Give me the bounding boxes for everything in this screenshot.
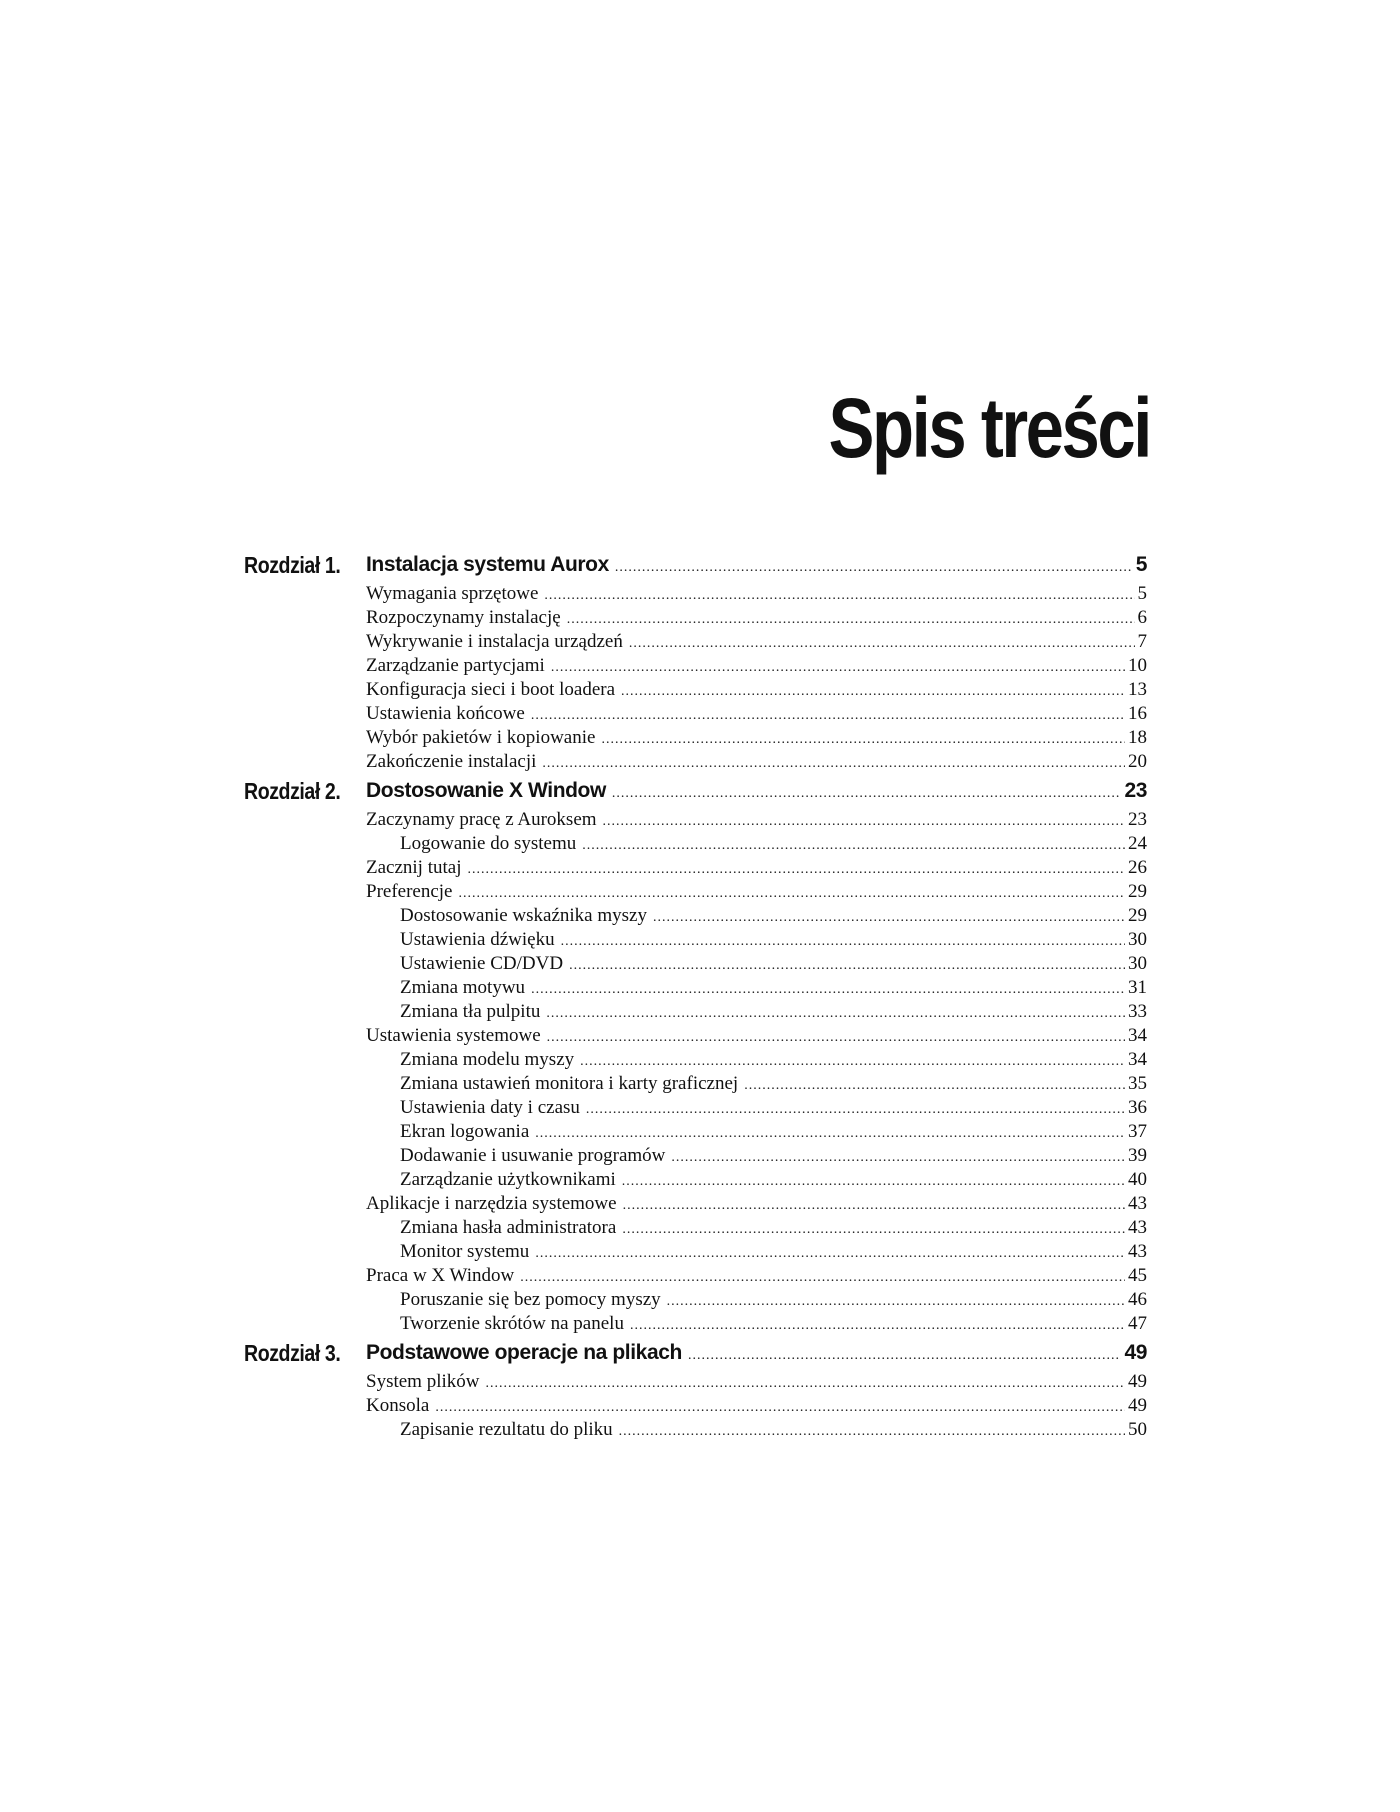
toc-subsection-entry — [400, 1288, 1147, 1312]
entry-label: Aplikacje i narzędzia systemowe — [366, 1193, 617, 1214]
chapter-page-number: 49 — [1124, 1341, 1147, 1364]
dot-leader — [520, 1266, 1125, 1290]
entry-page-number: 26 — [1128, 857, 1147, 878]
dot-leader — [622, 1218, 1125, 1242]
chapter-title-line — [366, 548, 1147, 582]
dot-leader — [667, 1290, 1125, 1314]
dot-leader — [561, 930, 1125, 954]
entry-page-number: 29 — [1128, 881, 1147, 902]
chapter-title-line — [366, 1336, 1147, 1370]
dot-leader — [567, 608, 1135, 632]
dot-leader — [546, 1002, 1125, 1026]
dot-leader — [630, 1314, 1125, 1338]
entry-label: Praca w X Window — [366, 1265, 515, 1286]
dot-leader — [569, 954, 1125, 978]
dot-leader — [544, 584, 1134, 608]
entry-label: Ustawienia daty i czasu — [400, 1097, 580, 1118]
entry-page-number: 34 — [1128, 1025, 1147, 1046]
entry-page-number: 45 — [1128, 1265, 1147, 1286]
toc-section-entry — [366, 880, 1147, 904]
entry-page-number: 23 — [1128, 809, 1147, 830]
toc-chapter-heading — [0, 774, 1400, 808]
entry-label: Konfiguracja sieci i boot loadera — [366, 679, 616, 700]
entry-page-number: 49 — [1128, 1371, 1147, 1392]
entry-label: Zapisanie rezultatu do pliku — [400, 1419, 613, 1440]
entry-label: Zaczynamy pracę z Auroksem — [366, 809, 597, 830]
entry-page-number: 6 — [1137, 607, 1147, 628]
toc-section-entry — [366, 750, 1147, 774]
entry-page-number: 34 — [1128, 1049, 1147, 1070]
entry-label: Dodawanie i usuwanie programów — [400, 1145, 666, 1166]
dot-leader — [547, 1026, 1125, 1050]
entry-page-number: 33 — [1128, 1001, 1147, 1022]
toc-subsection-entry — [400, 1000, 1147, 1024]
entry-label: Zmiana tła pulpitu — [400, 1001, 541, 1022]
entry-label: Tworzenie skrótów na panelu — [400, 1313, 624, 1334]
entry-page-number: 43 — [1128, 1241, 1147, 1262]
dot-leader — [612, 777, 1122, 811]
chapter-title: Dostosowanie X Window — [366, 779, 606, 802]
dot-leader — [688, 1339, 1121, 1373]
entry-page-number: 36 — [1128, 1097, 1147, 1118]
entry-page-number: 40 — [1128, 1169, 1147, 1190]
table-of-contents — [0, 548, 1400, 1442]
toc-section-entry — [366, 702, 1147, 726]
dot-leader — [582, 834, 1125, 858]
page-title: Spis treści — [828, 381, 1150, 475]
dot-leader — [622, 1170, 1125, 1194]
entry-page-number: 49 — [1128, 1395, 1147, 1416]
toc-subsection-entry — [400, 1312, 1147, 1336]
chapter-title-line — [366, 774, 1147, 808]
toc-subsection-entry — [400, 952, 1147, 976]
dot-leader — [671, 1146, 1125, 1170]
toc-section-entry — [366, 678, 1147, 702]
toc-subsection-entry — [400, 1418, 1147, 1442]
dot-leader — [580, 1050, 1125, 1074]
entry-page-number: 35 — [1128, 1073, 1147, 1094]
dot-leader — [485, 1372, 1125, 1396]
dot-leader — [619, 1420, 1125, 1444]
dot-leader — [629, 632, 1135, 656]
entry-page-number: 43 — [1128, 1193, 1147, 1214]
entry-label: Rozpoczynamy instalację — [366, 607, 561, 628]
entry-label: Ustawienia systemowe — [366, 1025, 541, 1046]
toc-section-entry — [366, 1024, 1147, 1048]
toc-subsection-entry — [400, 1216, 1147, 1240]
entry-label: Zarządzanie użytkownikami — [400, 1169, 616, 1190]
entry-label: Ustawienia dźwięku — [400, 929, 555, 950]
entry-label: Zmiana motywu — [400, 977, 526, 998]
toc-subsection-entry — [400, 976, 1147, 1000]
entry-label: Wybór pakietów i kopiowanie — [366, 727, 596, 748]
toc-section-entry — [366, 630, 1147, 654]
chapter-number: Rozdział 3. — [244, 1340, 341, 1366]
toc-section-entry — [366, 1264, 1147, 1288]
entry-label: Ustawienie CD/DVD — [400, 953, 564, 974]
toc-subsection-entry — [400, 1048, 1147, 1072]
entry-page-number: 47 — [1128, 1313, 1147, 1334]
toc-subsection-entry — [400, 832, 1147, 856]
dot-leader — [615, 551, 1133, 585]
toc-subsection-entry — [400, 928, 1147, 952]
toc-section-entry — [366, 726, 1147, 750]
entry-page-number: 37 — [1128, 1121, 1147, 1142]
chapter-number: Rozdział 1. — [244, 552, 341, 578]
dot-leader — [535, 1242, 1125, 1266]
toc-section-entry — [366, 1192, 1147, 1216]
toc-section-entry — [366, 1370, 1147, 1394]
dot-leader — [623, 1194, 1125, 1218]
entry-label: Zmiana modelu myszy — [400, 1049, 575, 1070]
toc-subsection-entry — [400, 1168, 1147, 1192]
toc-chapter-heading — [0, 548, 1400, 582]
chapter-number: Rozdział 2. — [244, 778, 341, 804]
entry-page-number: 18 — [1128, 727, 1147, 748]
dot-leader — [531, 978, 1125, 1002]
dot-leader — [601, 728, 1125, 752]
entry-page-number: 10 — [1128, 655, 1147, 676]
entry-label: Konsola — [366, 1395, 430, 1416]
entry-label: Preferencje — [366, 881, 453, 902]
dot-leader — [744, 1074, 1125, 1098]
toc-section-entry — [366, 582, 1147, 606]
entry-label: Ustawienia końcowe — [366, 703, 525, 724]
entry-page-number: 46 — [1128, 1289, 1147, 1310]
dot-leader — [551, 656, 1125, 680]
toc-subsection-entry — [400, 1096, 1147, 1120]
dot-leader — [467, 858, 1125, 882]
dot-leader — [586, 1098, 1125, 1122]
entry-label: Zmiana hasła administratora — [400, 1217, 617, 1238]
dot-leader — [653, 906, 1125, 930]
dot-leader — [531, 704, 1125, 728]
entry-label: Zakończenie instalacji — [366, 751, 537, 772]
toc-subsection-entry — [400, 1120, 1147, 1144]
dot-leader — [603, 810, 1125, 834]
entry-page-number: 7 — [1137, 631, 1147, 652]
entry-page-number: 20 — [1128, 751, 1147, 772]
dot-leader — [459, 882, 1126, 906]
entry-label: Dostosowanie wskaźnika myszy — [400, 905, 647, 926]
entry-page-number: 29 — [1128, 905, 1147, 926]
chapter-page-number: 23 — [1124, 779, 1147, 802]
toc-subsection-entry — [400, 1072, 1147, 1096]
entry-label: Zacznij tutaj — [366, 857, 462, 878]
entry-label: Poruszanie się bez pomocy myszy — [400, 1289, 661, 1310]
entry-label: Monitor systemu — [400, 1241, 530, 1262]
toc-chapter-heading — [0, 1336, 1400, 1370]
entry-label: Logowanie do systemu — [400, 833, 577, 854]
toc-subsection-entry — [400, 904, 1147, 928]
entry-page-number: 50 — [1128, 1419, 1147, 1440]
chapter-title: Instalacja systemu Aurox — [366, 553, 609, 576]
toc-section-entry — [366, 856, 1147, 880]
entry-label: System plików — [366, 1371, 480, 1392]
dot-leader — [621, 680, 1125, 704]
entry-page-number: 24 — [1128, 833, 1147, 854]
entry-page-number: 43 — [1128, 1217, 1147, 1238]
entry-page-number: 5 — [1137, 583, 1147, 604]
entry-label: Wykrywanie i instalacja urządzeń — [366, 631, 623, 652]
entry-label: Ekran logowania — [400, 1121, 530, 1142]
toc-section-entry — [366, 808, 1147, 832]
entry-label: Zarządzanie partycjami — [366, 655, 545, 676]
toc-subsection-entry — [400, 1144, 1147, 1168]
toc-section-entry — [366, 1394, 1147, 1418]
chapter-title: Podstawowe operacje na plikach — [366, 1341, 682, 1364]
dot-leader — [435, 1396, 1125, 1420]
entry-page-number: 31 — [1128, 977, 1147, 998]
toc-section-entry — [366, 654, 1147, 678]
chapter-page-number: 5 — [1135, 553, 1147, 576]
entry-page-number: 16 — [1128, 703, 1147, 724]
entry-label: Wymagania sprzętowe — [366, 583, 539, 604]
entry-label: Zmiana ustawień monitora i karty graficznej — [400, 1073, 739, 1094]
dot-leader — [535, 1122, 1125, 1146]
toc-section-entry — [366, 606, 1147, 630]
entry-page-number: 30 — [1128, 953, 1147, 974]
dot-leader — [542, 752, 1125, 776]
entry-page-number: 30 — [1128, 929, 1147, 950]
toc-subsection-entry — [400, 1240, 1147, 1264]
entry-page-number: 39 — [1128, 1145, 1147, 1166]
entry-page-number: 13 — [1128, 679, 1147, 700]
